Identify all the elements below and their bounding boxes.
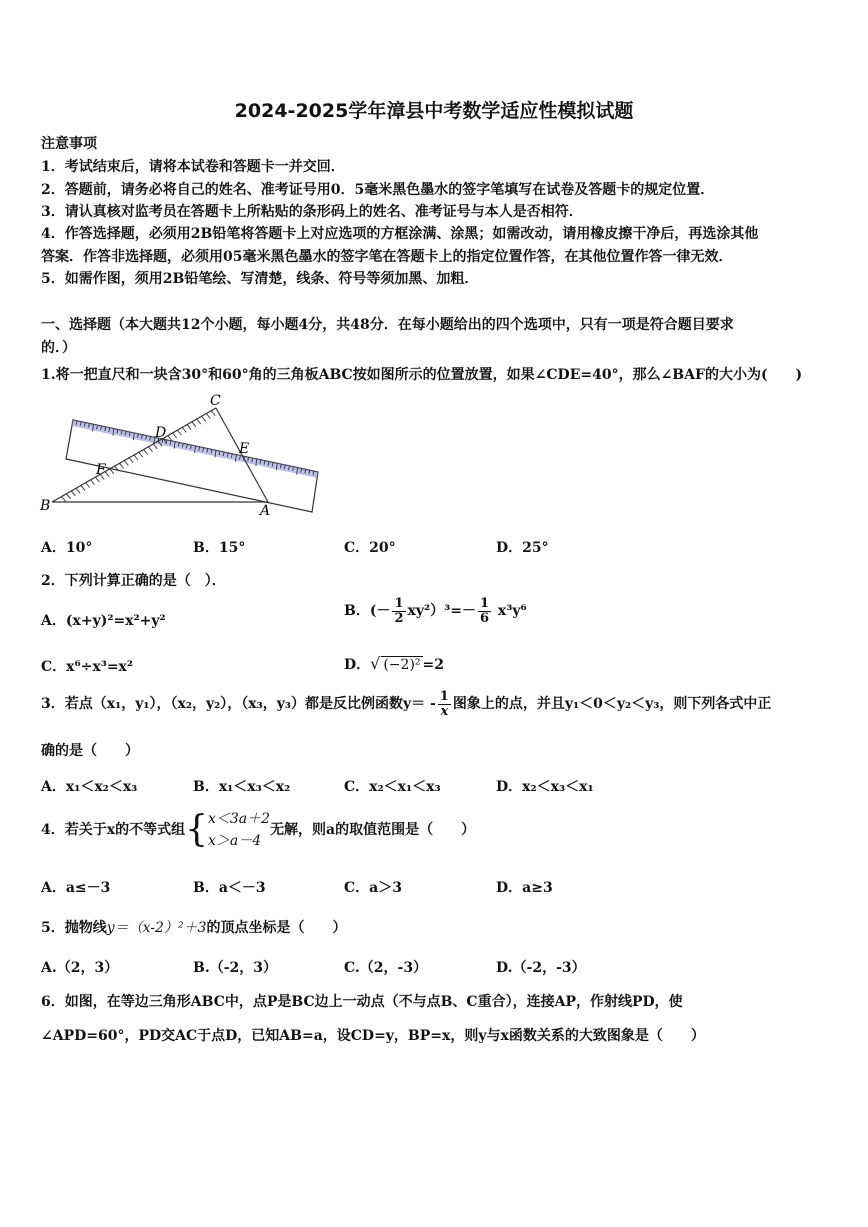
notice-item-3: 3．请认真核对监考员在答题卡上所粘贴的条形码上的姓名、准考证号与本人是否相符． (41, 204, 583, 220)
triangle-tick (120, 463, 124, 468)
inequality-2: x＞a－4 (208, 833, 262, 849)
label-A: A (260, 503, 271, 517)
fraction: $\frac{1}{2}$ (394, 596, 404, 626)
question-4-text (41, 808, 475, 852)
triangle-tick (124, 461, 128, 466)
question-3-text-cont: 确的是（ ） (41, 743, 139, 759)
triangle-tick (91, 480, 95, 485)
fraction: $\frac{1}{6}$ (480, 596, 490, 626)
inequality-system (208, 808, 270, 852)
question-3-text (41, 690, 771, 718)
q2-option-a[interactable]: A．(x+y)²=x²+y² (41, 613, 166, 629)
label-D: D (155, 425, 167, 441)
q2-option-b-suffix: x³y⁶ (493, 603, 527, 620)
notice-item-4: 4．作答选择题，必须用2B铅笔将答题卡上对应选项的方框涂满、涂黑；如需改动，请用橡皮擦干净后，再选涂其他 (41, 226, 759, 242)
triangle-tick (81, 485, 85, 490)
q5-option-a[interactable]: A.（2，3） (41, 960, 119, 976)
triangle-tick (177, 430, 181, 435)
label-C: C (210, 393, 221, 409)
fraction: $\frac{1}{x}$ (439, 689, 449, 719)
q3-option-c[interactable]: C．x₂＜x₁＜x₃ (344, 779, 441, 795)
label-E: E (239, 441, 250, 457)
sqrt-radicand: (−2)² (383, 657, 421, 673)
q3-text-part-b: 图象上的点，并且y₁＜0＜y₂＜y₃，则下列各式中正 (452, 696, 772, 713)
q4-option-b[interactable]: B．a＜－3 (193, 880, 266, 896)
q4-text-part-b: 无解，则a的取值范围是（ ） (270, 822, 476, 838)
q2-option-b[interactable] (344, 597, 527, 625)
q3-text-part-a: 3．若点（x₁，y₁），（x₂，y₂），（x₃，y₃）都是反比例函数y＝ - (41, 696, 436, 713)
notice-item-4-cont: 答案．作答非选择题，必须用05毫米黑色墨水的签字笔在答题卡上的指定位置作答，在其他位置作答一律无效． (41, 249, 733, 265)
q5-option-c[interactable]: C.（2，-3） (344, 960, 428, 976)
section-heading-cont: 的．） (41, 340, 76, 356)
q1-option-d[interactable]: D．25° (496, 540, 549, 556)
q5-text-part-a: 5．抛物线 (41, 920, 107, 936)
q4-option-a[interactable]: A．a≤－3 (41, 880, 111, 896)
q4-option-d[interactable]: D．a≥3 (496, 880, 553, 896)
page-title: 2024-2025学年漳县中考数学适应性模拟试题 (234, 100, 634, 122)
q2-option-b-mid: xy²）³=－ (407, 603, 476, 620)
q2-option-d-suffix: =2 (422, 657, 445, 673)
q1-option-b[interactable]: B．15° (193, 540, 246, 556)
question-2-text: 2．下列计算正确的是（ ）． (41, 573, 226, 589)
triangle-tick (153, 444, 157, 449)
question-5-text (41, 917, 346, 937)
q1-option-c[interactable]: C．20° (344, 540, 396, 556)
triangle-tick (197, 419, 201, 424)
q2-option-d-prefix: D． (344, 657, 371, 673)
triangle-tick (206, 414, 210, 419)
triangle-tick (144, 449, 148, 454)
notice-item-2: 2．答题前，请务必将自己的姓名、准考证号用0．5毫米黑色墨水的签字笔填写在试卷及答题卡的规定位置． (41, 182, 715, 198)
q4-option-c[interactable]: C．a＞3 (344, 880, 402, 896)
notice-item-1: 1．考试结束后，请将本试卷和答题卡一并交回． (41, 159, 345, 175)
q5-option-b[interactable]: B.（-2，3） (193, 960, 277, 976)
triangle-tick (76, 488, 80, 493)
question-1-text: 1.将一把直尺和一块含30°和60°角的三角板ABC按如图所示的位置放置，如果∠CDE=40°，那么∠BAF的大小为( ) (41, 367, 803, 383)
triangle-tick (129, 458, 133, 463)
q3-option-b[interactable]: B．x₁＜x₃＜x₂ (193, 779, 291, 795)
triangle-tick (66, 494, 70, 499)
q2-option-d[interactable] (344, 654, 444, 674)
triangle-tick (187, 425, 191, 430)
q5-text-part-b: 的顶点坐标是（ ） (206, 920, 347, 936)
notice-item-5: 5．如需作图，须用2B铅笔绘、写清楚，线条、符号等须加黑、加粗． (41, 271, 479, 287)
triangle-tick (134, 455, 138, 460)
q2-option-b-prefix: B．(－ (344, 603, 391, 620)
label-B: B (40, 498, 51, 514)
q4-text-part-a: 4．若关于x的不等式组 (41, 822, 186, 838)
triangle-tick (139, 452, 143, 457)
triangle-tick (211, 411, 215, 416)
triangle-tick (192, 422, 196, 427)
question-1-figure (38, 392, 323, 517)
question-6-text: 6．如图，在等边三角形ABC中，点P是BC边上一动点（不与点B、C重合），连接AP，作射线PD，使 (41, 994, 683, 1010)
brace: { (185, 809, 208, 850)
triangle-tick (202, 416, 206, 421)
question-6-text-cont: ∠APD=60°，PD交AC于点D，已知AB=a，设CD=y，BP=x，则y与x函数关系的大致图象是（ ） (41, 1028, 705, 1044)
triangle-tick (62, 496, 66, 501)
label-F: F (96, 462, 106, 478)
triangle-tick (182, 427, 186, 432)
triangle-tick (173, 433, 177, 438)
q3-option-a[interactable]: A．x₁＜x₂＜x₃ (41, 779, 138, 795)
triangle-tick (86, 483, 90, 488)
triangle-tick (71, 491, 75, 496)
q5-option-d[interactable]: D.（-2，-3） (496, 960, 586, 976)
q1-option-a[interactable]: A．10° (41, 540, 93, 556)
inequality-1: x＜3a＋2 (208, 811, 271, 827)
sqrt-sign: √ (370, 654, 381, 673)
q5-expression: y＝（x-2）²＋3 (106, 920, 207, 936)
triangle-tick (148, 447, 152, 452)
section-heading: 一、选择题（本大题共12个小题，每小题4分，共48分．在每小题给出的四个选项中，只有一项是符合题目要求 (41, 317, 734, 333)
notice-heading: 注意事项 (41, 136, 97, 152)
q3-option-d[interactable]: D．x₂＜x₃＜x₁ (496, 779, 594, 795)
q2-option-c[interactable]: C．x⁶÷x³=x² (41, 659, 134, 675)
